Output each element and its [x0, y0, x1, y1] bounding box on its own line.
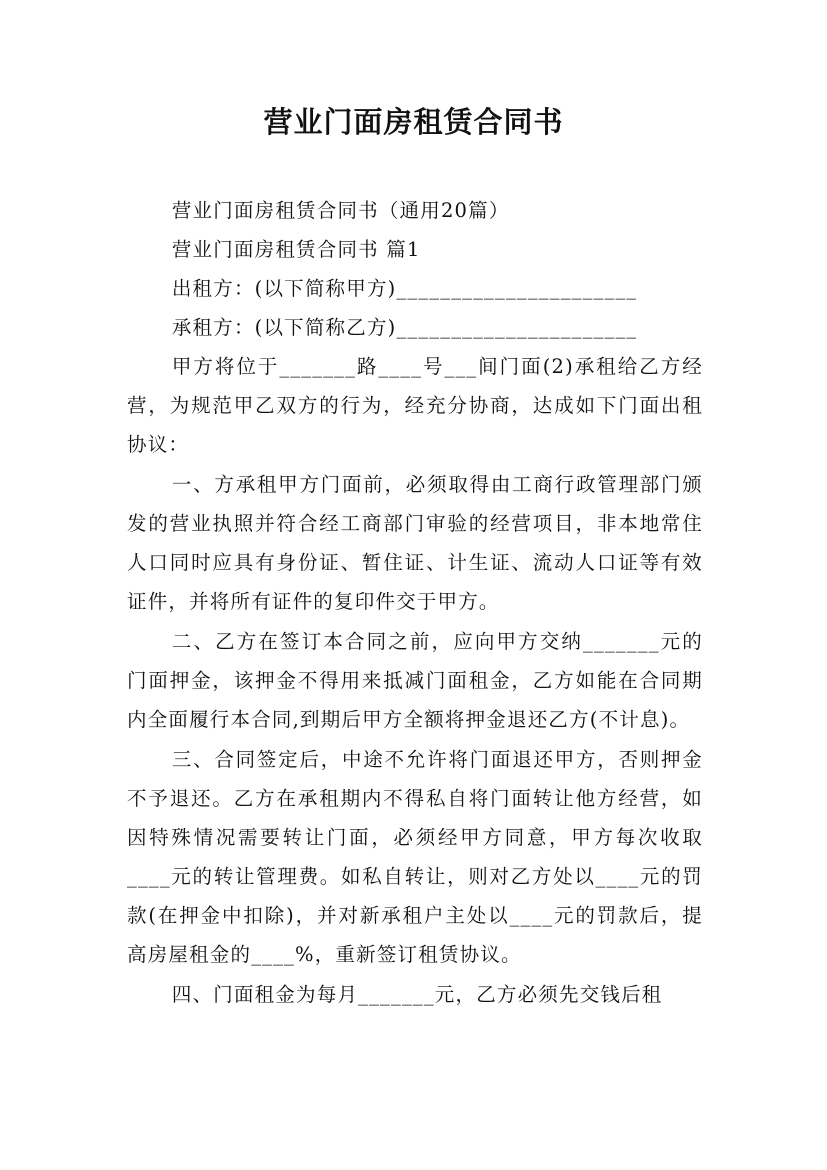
- document-title: 营业门面房租赁合同书: [263, 105, 564, 139]
- paragraph-section-heading: 营业门面房租赁合同书 篇1: [171, 238, 421, 261]
- paragraph-clause-4: 四、门面租金为每月_______元，乙方必须先交钱后租: [171, 983, 663, 1006]
- paragraph-clause-3: 三、合同签定后，中途不允许将门面退还甲方，否则押金不予退还。乙方在承租期内不得私自将门面转让他方经营，如因特殊情况需要转让门面，必须经甲方同意，甲方每次收取____元的转让管理费。如私自转让，则对乙方处以____元的罚款(在押金中扣除)，并对新承租户主处以____元的罚款后，提高房屋租金的____%，重新签订租赁协议。: [127, 748, 703, 966]
- paragraph-clause-1: 一、方承租甲方门面前，必须取得由工商行政管理部门颁发的营业执照并符合经工商部门审验的经营项目，非本地常住人口同时应具有身份证、暂住证、计生证、流动人口证等有效证件，并将所有证件的复印件交于甲方。: [127, 473, 703, 613]
- paragraph-clause-2: 二、乙方在签订本合同之前，应向甲方交纳_______元的门面押金，该押金不得用来抵减门面租金，乙方如能在合同期内全面履行本合同,到期后甲方全额将押金退还乙方(不计息)。: [127, 630, 703, 731]
- paragraph-intro: 甲方将位于_______路____号___间门面(2)承租给乙方经营，为规范甲乙双方的行为，经充分协商，达成如下门面出租协议：: [127, 355, 703, 456]
- paragraph-lessor: 出租方：(以下简称甲方)______________________: [171, 277, 638, 300]
- paragraph-lessee: 承租方：(以下简称乙方)______________________: [171, 316, 638, 339]
- paragraph-subtitle: 营业门面房租赁合同书（通用20篇）: [171, 199, 510, 222]
- document-body: [127, 191, 703, 1014]
